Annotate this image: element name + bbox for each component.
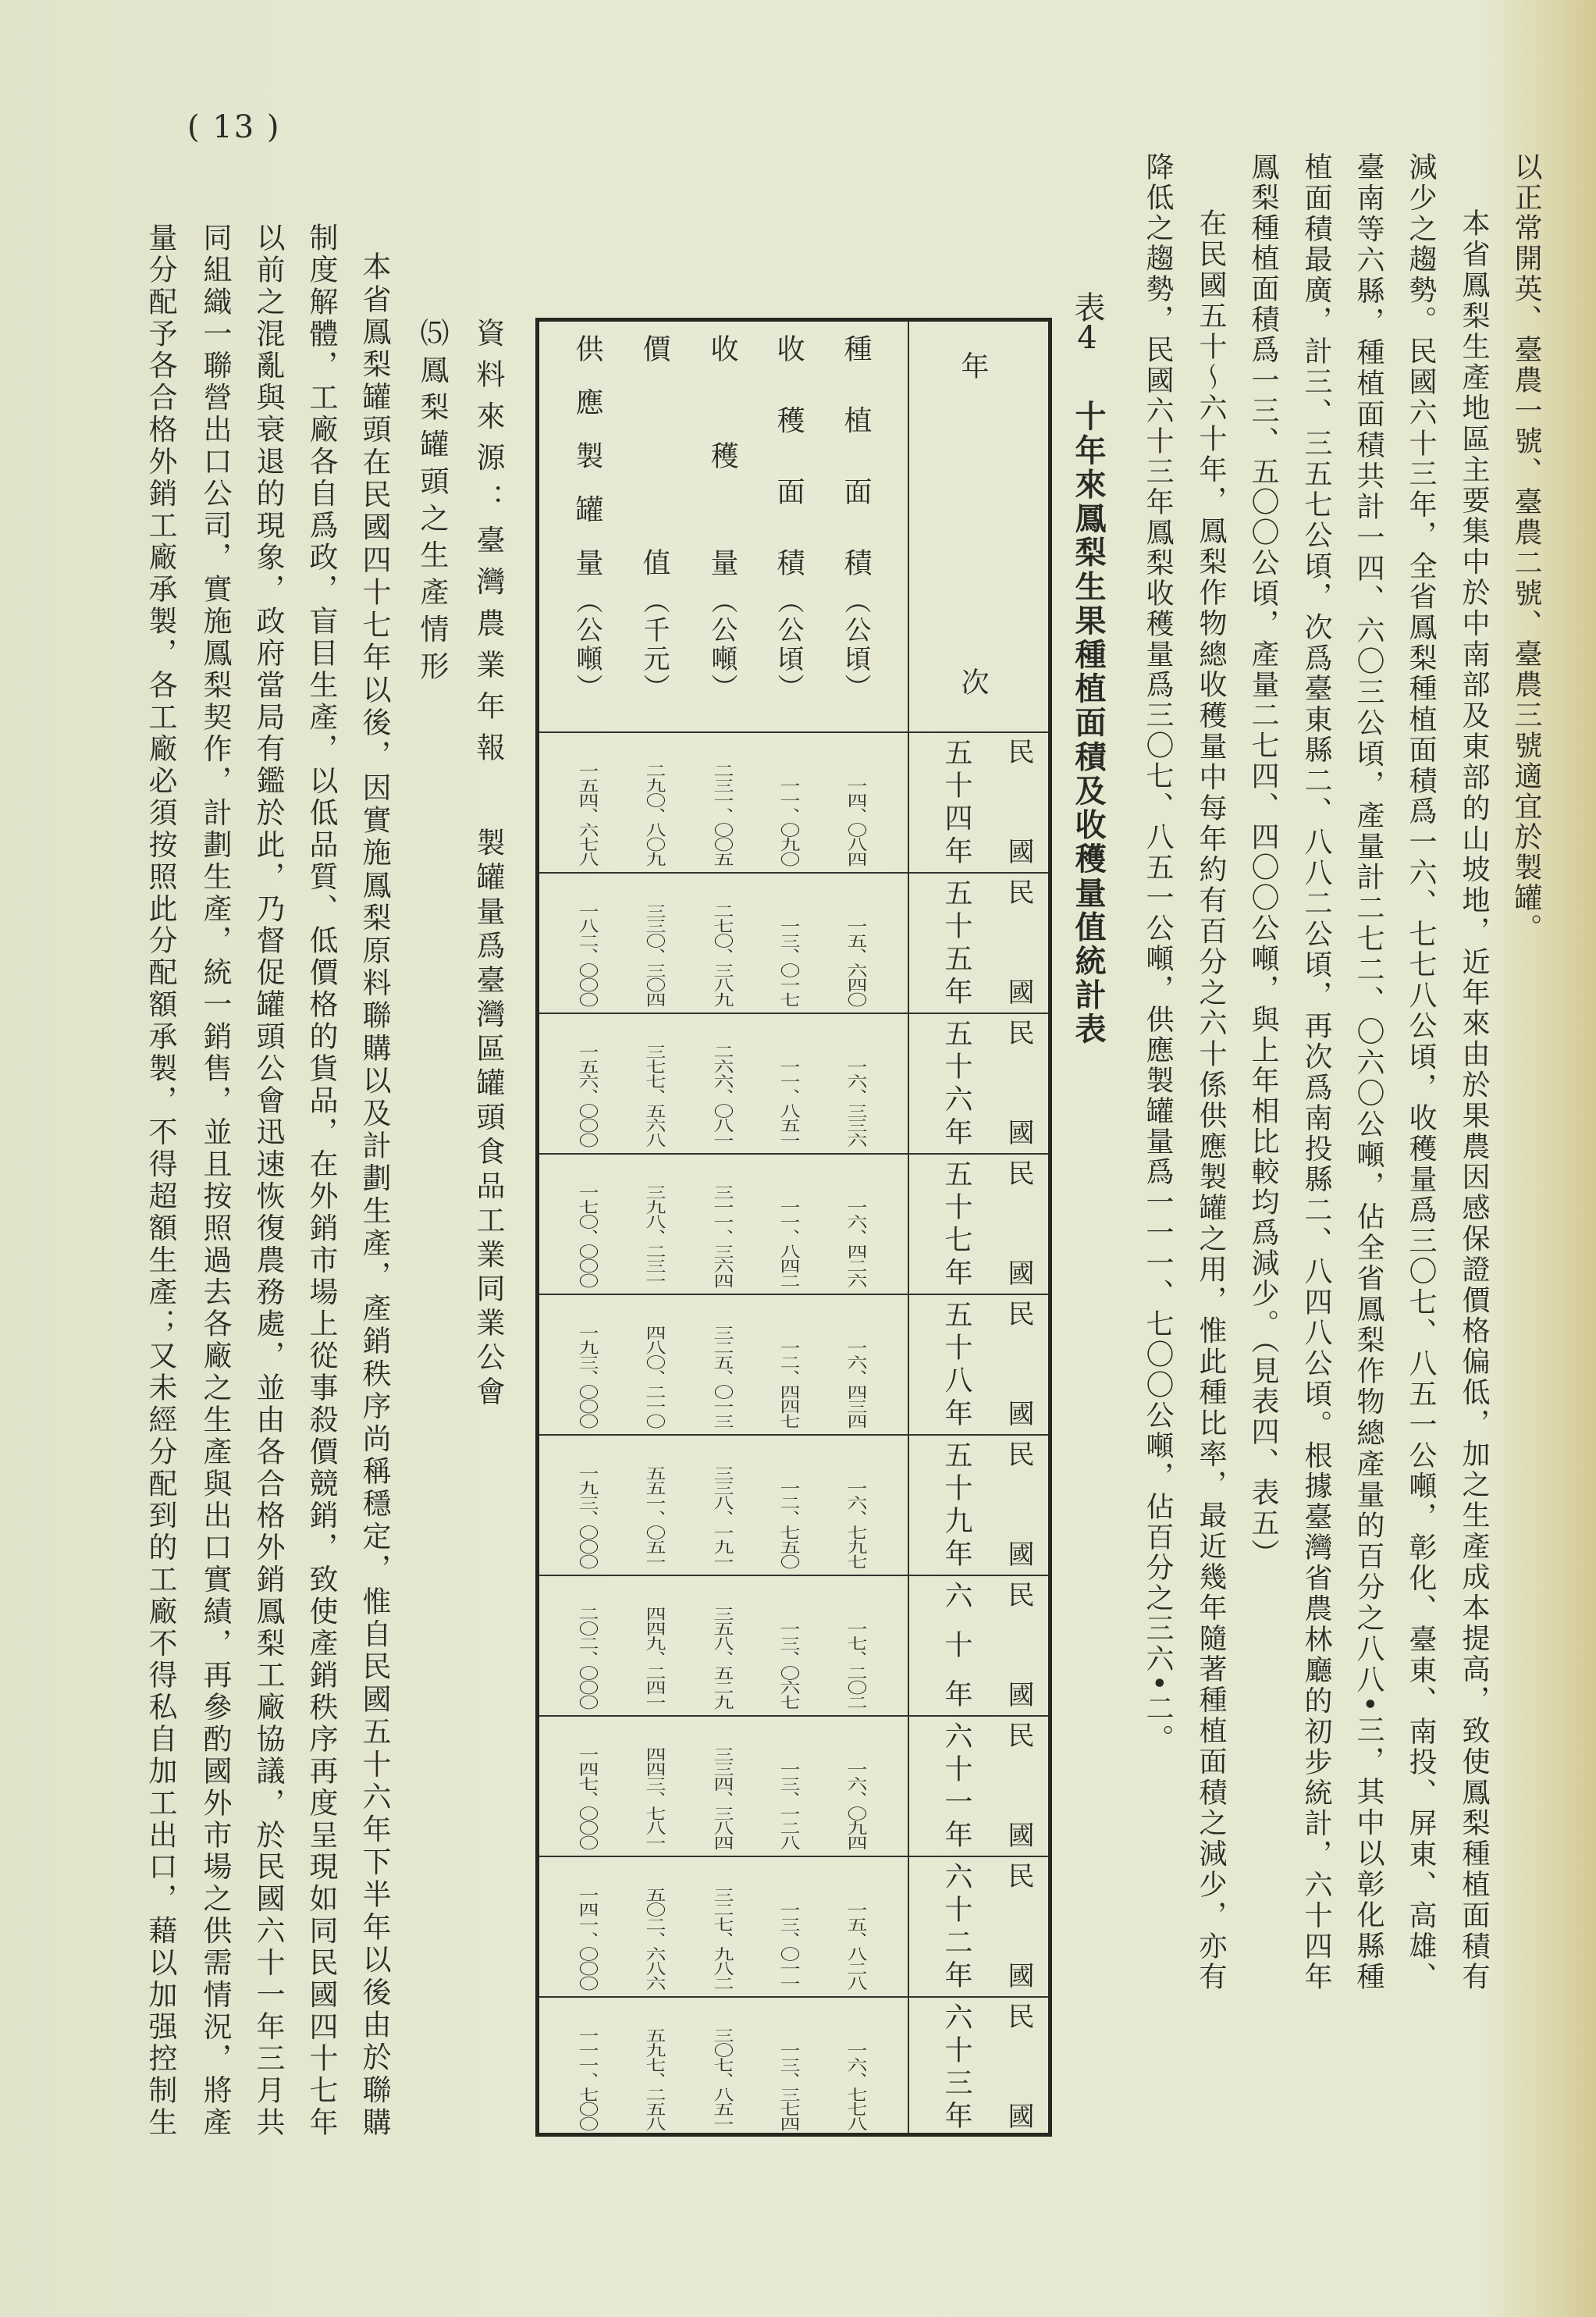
table-cell-era: 民國 — [1003, 1159, 1034, 1286]
section-column: 量分配予各合格外銷工廠承製，各工廠必須按照此分配額承製，不得超額生產；又未經分配到的工廠不得私自加工出口，藉以加强控制生 — [144, 222, 177, 2137]
table-cell-era: 民國 — [1003, 878, 1034, 1005]
source-label: 資料來源：臺灣農業年報 — [471, 318, 505, 761]
table-cell-value: 五九七、二五八 — [642, 2027, 666, 2131]
table-cell-value: 一三、一二八 — [777, 1761, 800, 1850]
table-header-label: 種植面積 — [840, 334, 872, 576]
table-cell-value: 一五、八二八 — [844, 1902, 867, 1991]
table-cell-value: 四四三、七八一 — [642, 1746, 666, 1850]
table-cell-era: 民國 — [1003, 1862, 1034, 1988]
table-header-rule — [539, 731, 1048, 733]
page-number: ( 13 ) — [187, 109, 281, 145]
table-cell-value: 一八二、〇〇〇 — [575, 903, 599, 1007]
table-cell-value: 三五八、五二九 — [710, 1606, 734, 1710]
table-cell-value: 一九三、〇〇〇 — [575, 1325, 599, 1429]
table-cell-value: 四八〇、二一〇 — [642, 1325, 666, 1429]
table-cell-value: 一三、〇六七 — [777, 1621, 800, 1710]
table-cell-value: 一六、七七八 — [844, 2042, 867, 2131]
table-cell-value: 一七〇、〇〇〇 — [575, 1184, 599, 1288]
table-cell-value: 二三一、〇〇五 — [710, 763, 734, 867]
intro-column: 鳳梨種植面積爲一三、五〇〇公頃，產量二七四、四〇〇公噸，與上年相比較均爲減少。（見表四、表五） — [1247, 152, 1279, 1569]
table-cell-year: 五十四年 — [940, 738, 972, 864]
table-cell-value: 一六、三三六 — [844, 1059, 867, 1148]
section-column: 本省鳳梨罐頭在民國四十七年以後，因實施鳳梨原料聯購以及計劃生產，產銷秩序尚稱穩定，惟自民國五十六年下半年以後由於聯購 — [357, 251, 391, 2137]
table-row-rule — [539, 1996, 1048, 1998]
table-cell-value: 一五、六四〇 — [844, 918, 867, 1007]
table-year-divider — [908, 322, 909, 2133]
table-cell-value: 五〇二、六八六 — [642, 1887, 666, 1991]
table-cell-value: 二七〇、三八九 — [710, 903, 734, 1007]
table-cell-value: 三二七、九八二 — [710, 1887, 734, 1991]
section-column: 以前之混亂與衰退的現象，政府當局有鑑於此，乃督促罐頭公會迅速恢復農務處，並由各合格外銷鳳梨工廠協議，於民國六十一年三月共 — [251, 222, 285, 2137]
table-header-unit: （公頃） — [840, 587, 871, 700]
table-cell-value: 三一一、三六四 — [710, 1184, 734, 1288]
table-cell-era: 民國 — [1003, 1581, 1034, 1707]
table-caption-number: 4 — [1077, 322, 1097, 354]
table-cell-value: 一六、四二六 — [844, 1199, 867, 1288]
statistics-table — [535, 318, 1052, 2137]
table-header-label: 收穫面積 — [773, 334, 805, 576]
intro-column: 臺南等六縣，種植面積共計一四、六〇三公頃，產量計二七二、〇六〇公噸，佔全省鳳梨作物總產量的百分之八八•三，其中以彰化縣種 — [1353, 152, 1385, 1991]
table-cell-value: 一七、二〇二 — [844, 1621, 867, 1710]
table-cell-value: 一二、四四七 — [777, 1340, 800, 1429]
table-cell-value: 三七七、五六八 — [642, 1044, 666, 1148]
table-cell-year: 五十七年 — [940, 1159, 972, 1286]
table-cell-year: 五十五年 — [940, 878, 972, 1005]
table-cell-era: 民國 — [1003, 1721, 1034, 1848]
table-cell-year: 六十三年 — [940, 2002, 972, 2129]
table-row-rule — [539, 1294, 1048, 1295]
table-title: 十年來鳳梨生果種植面積及收穫量值統計表 — [1070, 400, 1107, 1044]
table-cell-value: 三九八、二三一 — [642, 1184, 666, 1288]
table-cell-value: 一三、〇一七 — [777, 918, 800, 1007]
table-header-unit: （公噸） — [571, 587, 602, 700]
table-caption-prefix: 表 — [1069, 291, 1105, 322]
table-cell-era: 民國 — [1003, 1019, 1034, 1145]
table-header-label: 供應製罐量 — [571, 334, 603, 576]
section-column: 同組織一聯營出口公司，實施鳳梨契作，計劃生產，統一銷售，並且按照過去各廠之生產與出口實績，再參酌國外市場之供需情況，將產 — [198, 222, 232, 2137]
table-cell-value: 一六、〇九四 — [844, 1761, 867, 1850]
table-header-label: 收穫量 — [706, 334, 738, 576]
intro-column: 以正常開英、臺農一號、臺農二號、臺農三號適宜於製罐。 — [1510, 152, 1542, 944]
table-cell-value: 一五四、六七八 — [575, 763, 599, 867]
intro-column: 本省鳳梨生產地區主要集中於中南部及東部的山坡地，近年來由於果農因感保證價格偏低，加之生產成本提高，致使鳳梨種植面積有 — [1458, 208, 1490, 1991]
table-row-rule — [539, 1153, 1048, 1155]
table-cell-era: 民國 — [1003, 2002, 1034, 2129]
intro-column: 降低之趨勢，民國六十三年鳳梨收穫量爲三〇七、八五一公噸，供應製罐量爲一一一、七〇〇公噸，佔百分之三六•二。 — [1142, 152, 1174, 1755]
intro-column: 在民國五十～六十年，鳳梨作物總收穫量中每年約有百分之六十係供應製罐之用，惟此種比率，最近幾年隨著種植面積之減少，亦有 — [1195, 208, 1227, 1991]
table-cell-value: 二九〇、八〇九 — [642, 763, 666, 867]
table-cell-value: 二〇二、〇〇〇 — [575, 1606, 599, 1710]
table-row-rule — [539, 872, 1048, 874]
table-cell-value: 一一、八四二 — [777, 1199, 800, 1288]
table-cell-value: 一二、七五〇 — [777, 1480, 800, 1569]
table-cell-value: 三〇七、八五一 — [710, 2027, 734, 2131]
table-cell-year: 五十八年 — [940, 1300, 972, 1426]
table-header-unit: （千元） — [638, 587, 670, 700]
table-cell-value: 五五一、〇五一 — [642, 1465, 666, 1569]
table-cell-value: 一五六、〇〇〇 — [575, 1044, 599, 1148]
table-cell-value: 一一、〇九〇 — [777, 778, 800, 867]
table-cell-value: 三三四、三八四 — [710, 1746, 734, 1850]
table-header-label: 價值 — [638, 334, 670, 576]
table-cell-value: 一六、七九七 — [844, 1480, 867, 1569]
table-cell-value: 一六、四三四 — [844, 1340, 867, 1429]
table-cell-value: 一四、〇八四 — [844, 778, 867, 867]
table-row-rule — [539, 1856, 1048, 1857]
table-cell-year: 六十二年 — [940, 1862, 972, 1988]
table-header-year: 年次 — [957, 351, 989, 696]
section-column: 制度解體，工廠各自爲政，盲目生產，以低品質、低價格的貨品，在外銷市場上從事殺價競銷，致使產銷秩序再度呈現如同民國四十七年 — [304, 222, 338, 2137]
table-cell-value: 一九三、〇〇〇 — [575, 1465, 599, 1569]
table-cell-value: 一一、八五一 — [777, 1059, 800, 1148]
table-cell-value: 一四七、〇〇〇 — [575, 1746, 599, 1850]
table-cell-value: 三三八、一九一 — [710, 1465, 734, 1569]
table-cell-value: 四四九、二四一 — [642, 1606, 666, 1710]
table-row-rule — [539, 1715, 1048, 1717]
table-cell-value: 一三、三七四 — [777, 2042, 800, 2131]
table-cell-year: 六十一年 — [940, 1721, 972, 1848]
table-cell-era: 民國 — [1003, 1300, 1034, 1426]
source-note: 製罐量爲臺灣區罐頭食品工業同業公會 — [471, 828, 505, 1405]
table-cell-value: 一一一、七〇〇 — [575, 2027, 599, 2131]
intro-column: 減少之趨勢。民國六十三年，全省鳳梨種植面積爲一六、七七八公頃，收穫量爲三〇七、八五一公噸，彰化、臺東、南投、屏東、高雄、 — [1405, 152, 1437, 1991]
table-cell-value: 一四一、〇〇〇 — [575, 1887, 599, 1991]
table-caption-label — [1069, 291, 1105, 354]
table-cell-year: 五十六年 — [940, 1019, 972, 1145]
table-cell-value: 三三〇、三〇四 — [642, 903, 666, 1007]
table-cell-value: 二六六、〇八一 — [710, 1044, 734, 1148]
table-cell-value: 三二五、〇一三 — [710, 1325, 734, 1429]
section-heading: ⑸鳳梨罐頭之生產情形 — [415, 318, 449, 680]
table-header-unit: （公頃） — [773, 587, 804, 700]
table-cell-era: 民國 — [1003, 738, 1034, 864]
intro-column: 植面積最廣，計三、三五七公頃，次爲臺東縣二、八八二公頃，再次爲南投縣二、八四八公頃。根據臺灣省農林廳的初步統計，六十四年 — [1300, 152, 1332, 1991]
table-cell-era: 民國 — [1003, 1440, 1034, 1567]
table-row-rule — [539, 1434, 1048, 1436]
table-cell-year: 五十九年 — [940, 1440, 972, 1567]
table-row-rule — [539, 1575, 1048, 1576]
table-row-rule — [539, 1013, 1048, 1014]
table-header-unit: （公噸） — [706, 587, 738, 700]
table-cell-value: 一三、〇一一 — [777, 1902, 800, 1991]
table-cell-year: 六十年 — [940, 1581, 972, 1707]
